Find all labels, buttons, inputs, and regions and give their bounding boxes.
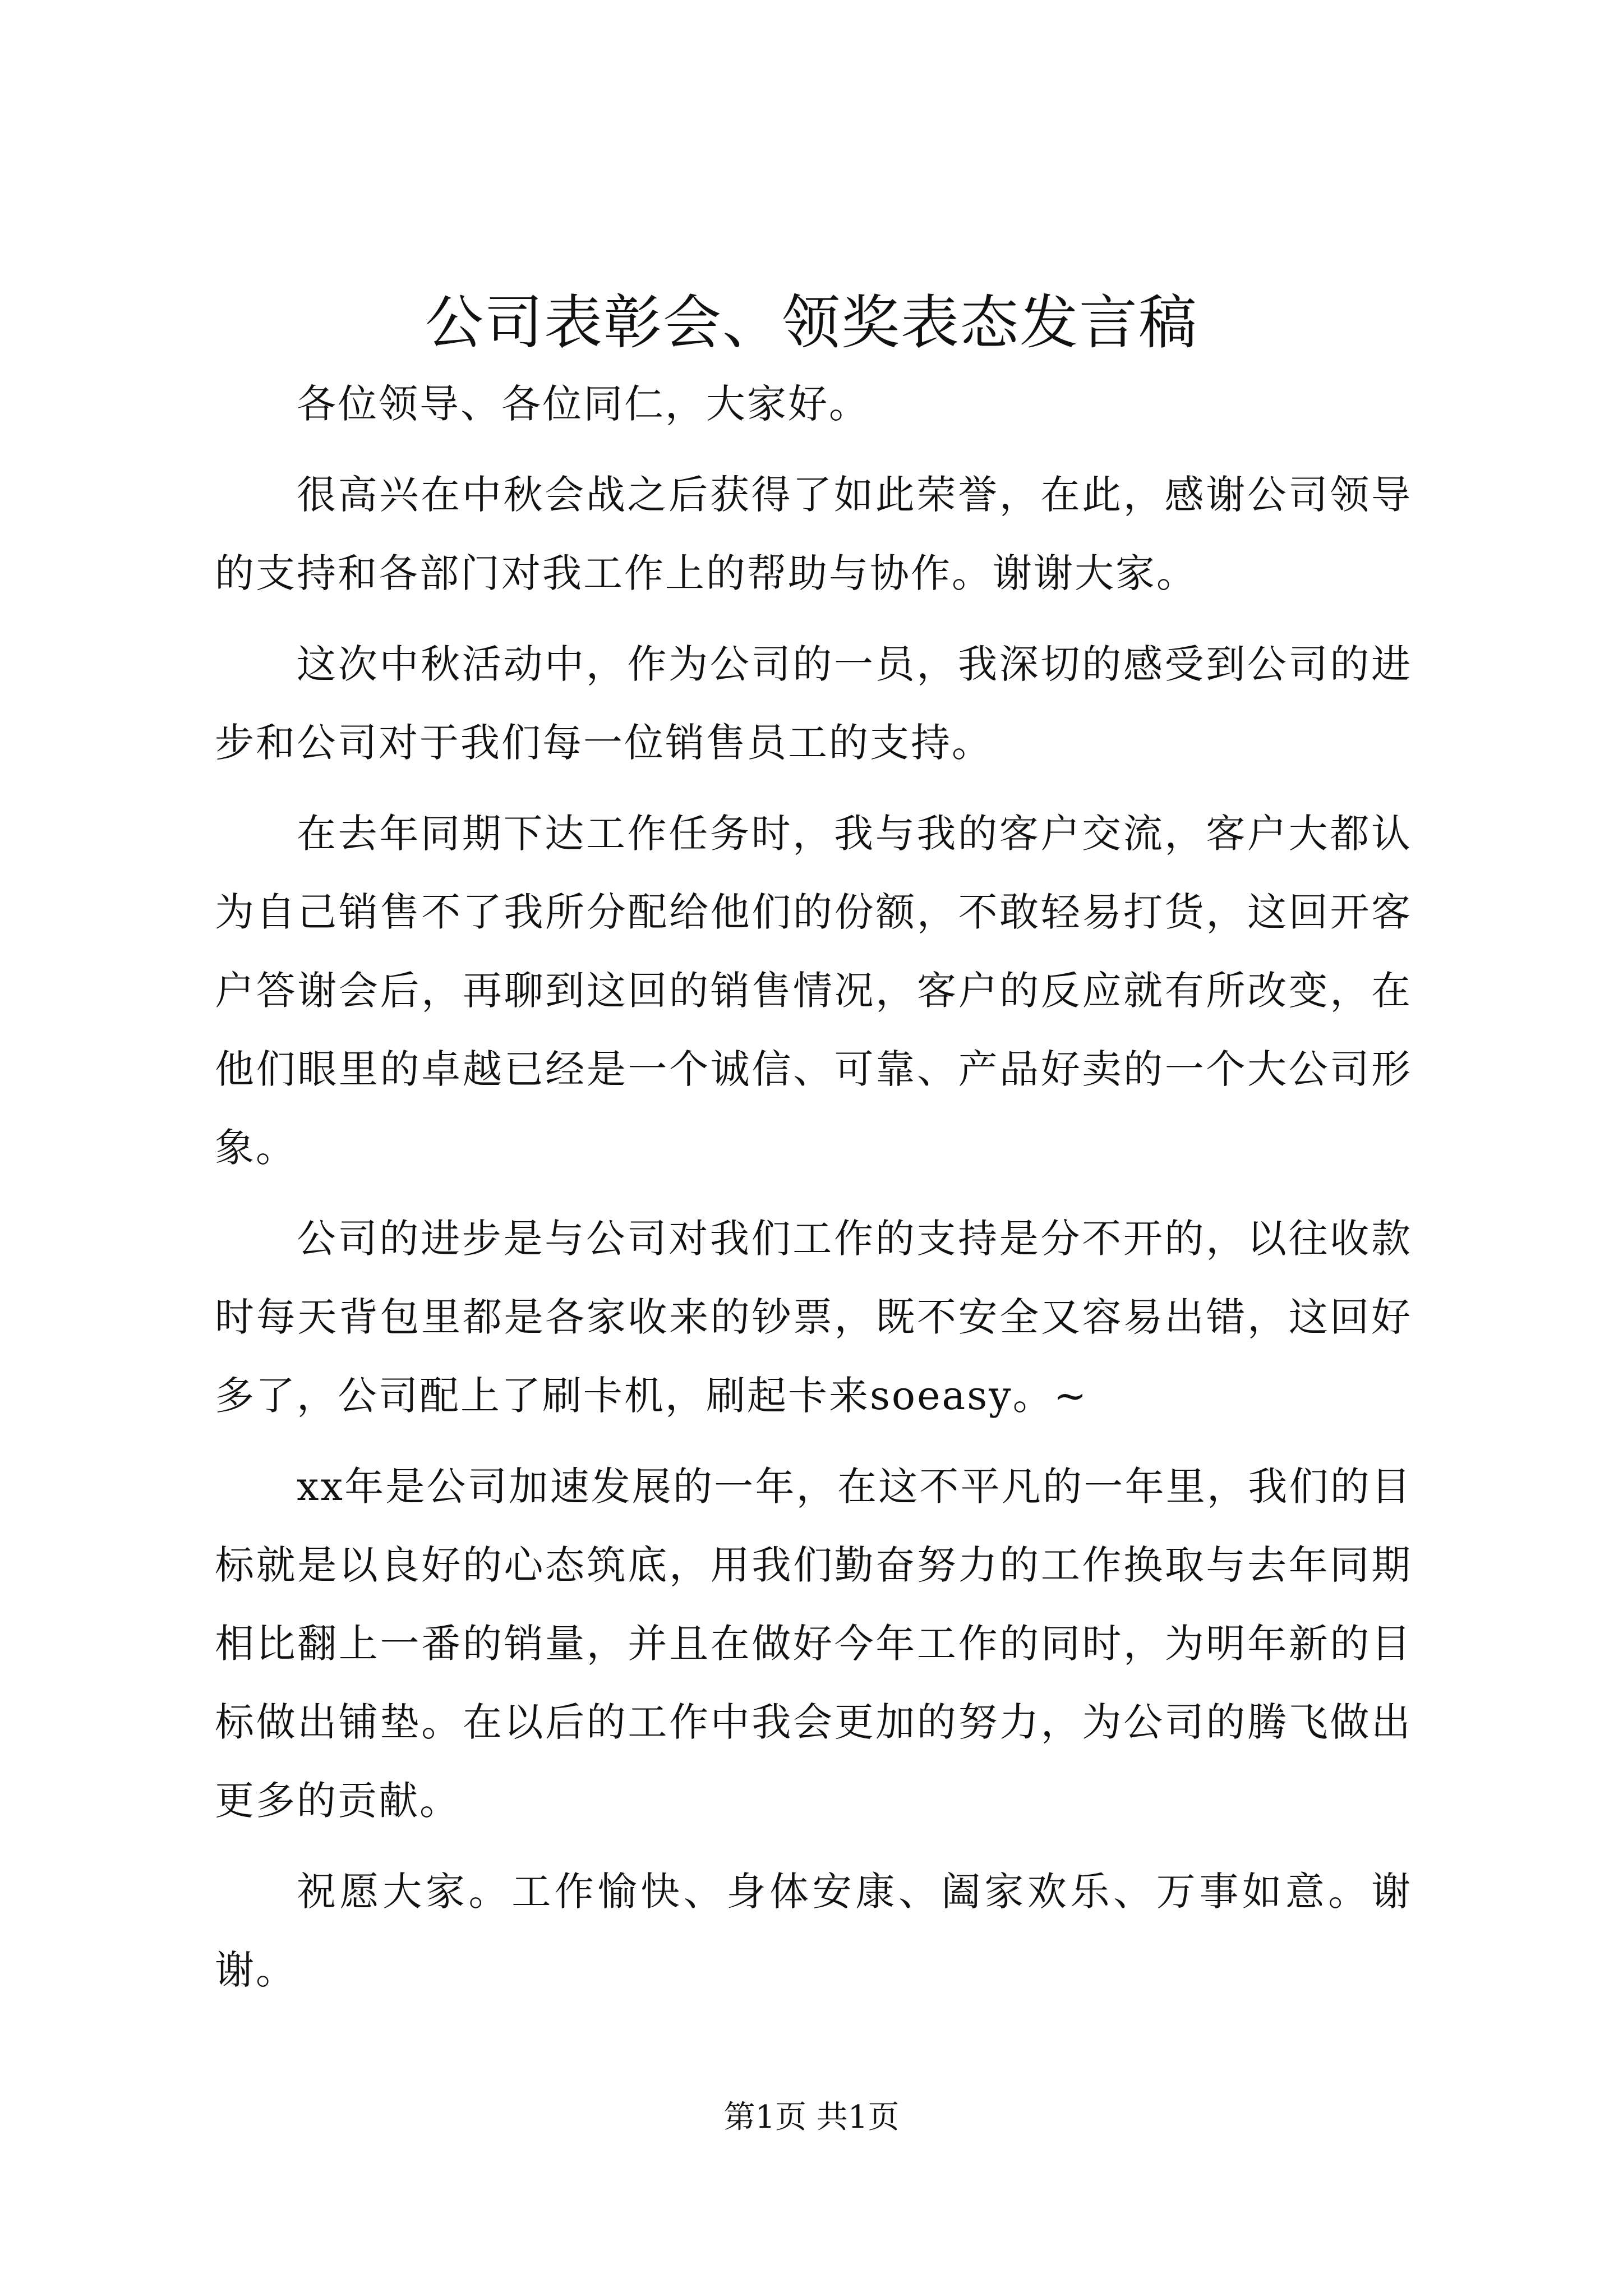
paragraph-thanks: 很高兴在中秋会战之后获得了如此荣誉，在此，感谢公司领导的支持和各部门对我工作上的帮助与协作。谢谢大家。 — [215, 472, 1412, 596]
paragraph-greeting: 各位领导、各位同仁，大家好。 — [297, 381, 870, 427]
paragraph-progress: 公司的进步是与公司对我们工作的支持是分不开的，以往收款时每天背包里都是各家收来的钞票，既不安全又容易出错，这回好多了，公司配上了刷卡机，刷起卡来soeasy。~ — [215, 1216, 1412, 1419]
paragraph-goals: xx年是公司加速发展的一年，在这不平凡的一年里，我们的目标就是以良好的心态筑底，用我们勤奋努力的工作换取与去年同期相比翻上一番的销量，并且在做好今年工作的同时，为明年新的目标做出铺垫。在以后的工作中我会更加的努力，为公司的腾飞做出更多的贡献。 — [215, 1464, 1412, 1824]
document-body — [215, 365, 1412, 2022]
page-footer: 第1页 共1页 — [723, 2099, 900, 2136]
paragraph-customers: 在去年同期下达工作任务时，我与我的客户交流，客户大都认为自己销售不了我所分配给他们的份额，不敢轻易打货，这回开客户答谢会后，再聊到这回的销售情况，客户的反应就有所改变，在他们眼里的卓越已经是一个诚信、可靠、产品好卖的一个大公司形象。 — [215, 811, 1412, 1171]
paragraph-wishes: 祝愿大家。工作愉快、身体安康、阖家欢乐、万事如意。谢谢。 — [215, 1869, 1412, 1993]
paragraph-mid-autumn: 这次中秋活动中，作为公司的一员，我深切的感受到公司的进步和公司对于我们每一位销售员工的支持。 — [215, 641, 1412, 766]
document-title: 公司表彰会、领奖表态发言稿 — [425, 288, 1198, 357]
